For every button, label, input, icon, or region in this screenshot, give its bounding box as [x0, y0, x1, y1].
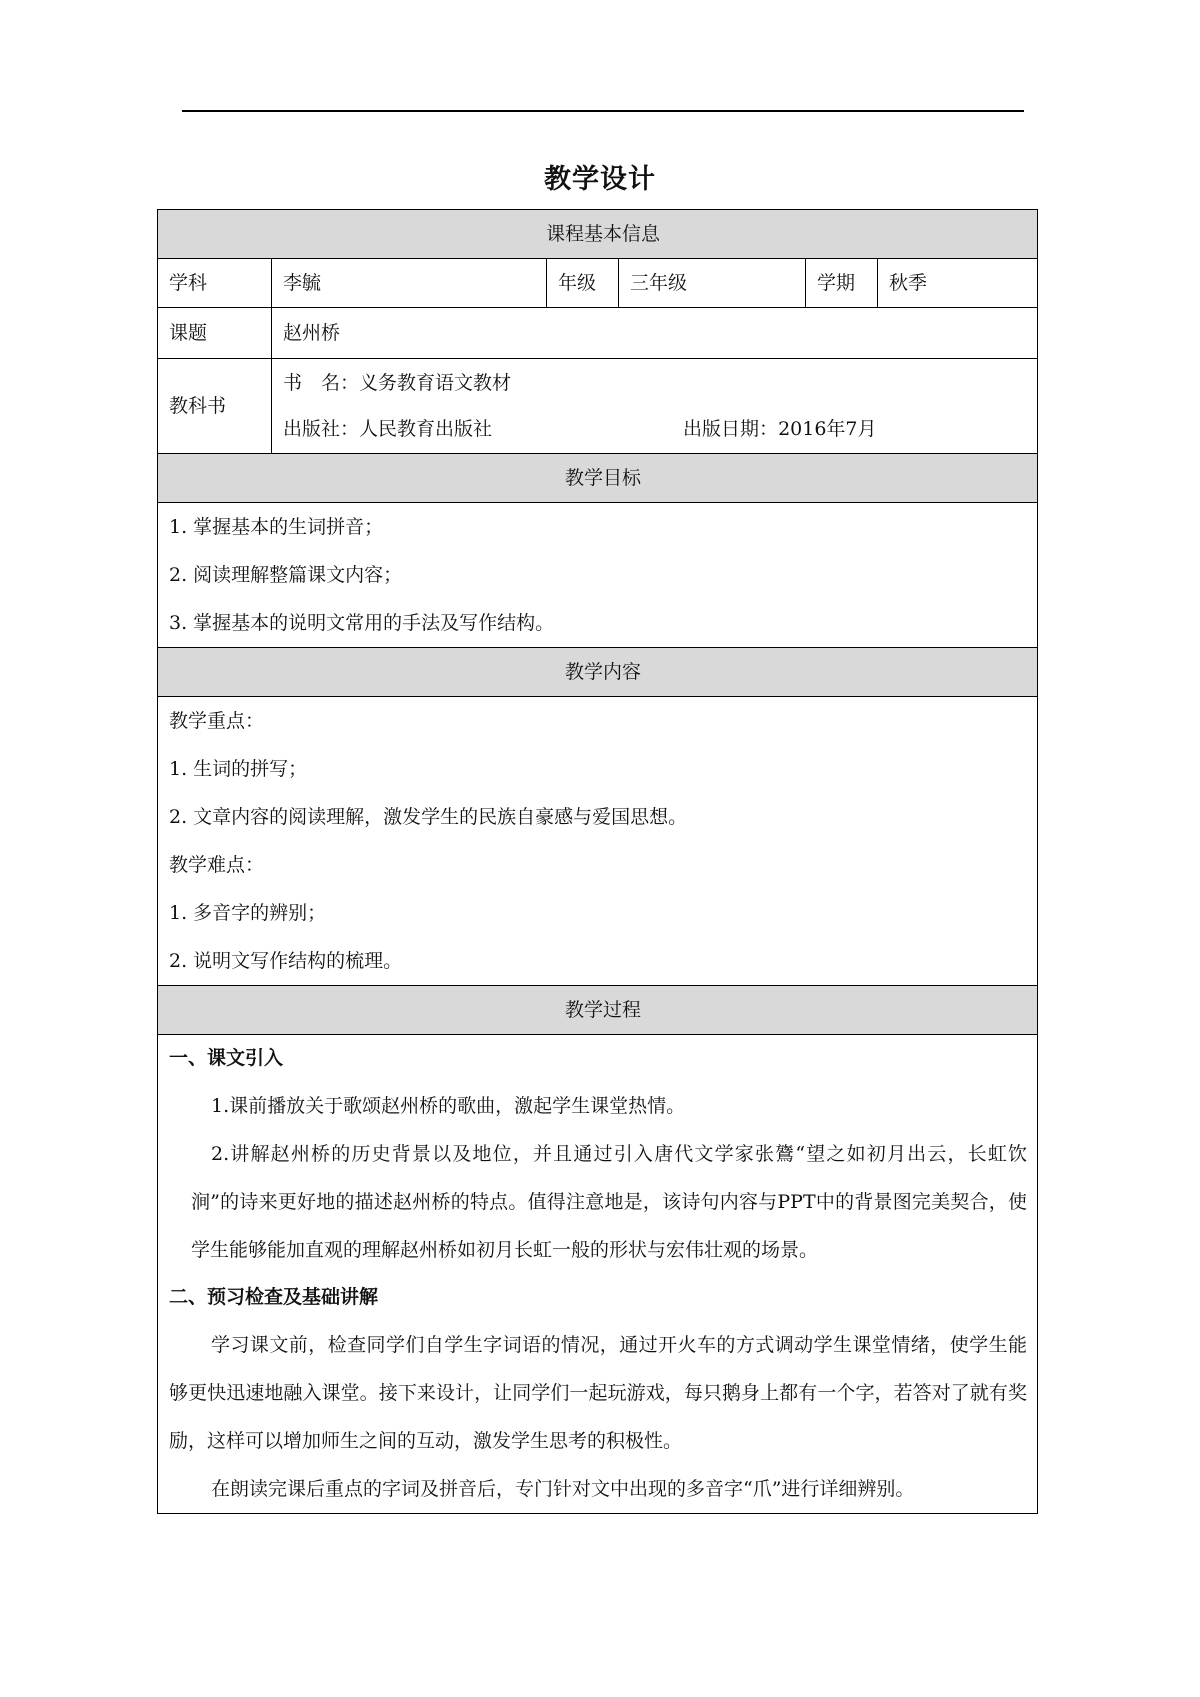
book-name-line [283, 360, 1037, 406]
pub-date-label: 出版日期： [683, 418, 779, 440]
section-objectives [158, 454, 1038, 503]
objectives-row [158, 503, 1038, 648]
grade-label: 年级 [547, 259, 619, 308]
publisher-value: 人民教育出版社 [359, 418, 493, 440]
info-row-topic [158, 308, 1038, 359]
info-row-subject [158, 259, 1038, 308]
topic-label: 课题 [158, 308, 272, 359]
lesson-plan-table [157, 209, 1038, 1514]
section-process-title: 教学过程 [158, 986, 1038, 1035]
grade-value: 三年级 [619, 259, 806, 308]
objective-item: 1. 掌握基本的生词拼音； [169, 516, 384, 538]
process-part1-title: 一、课文引入 [169, 1047, 284, 1069]
process-part1-paragraph: 1.课前播放关于歌颂赵州桥的歌曲，激起学生课堂热情。 [211, 1095, 686, 1117]
topic-value: 赵州桥 [272, 308, 1038, 359]
textbook-details [272, 359, 1038, 454]
difficult-point-item: 1. 多音字的辨别； [169, 902, 327, 924]
objectives-list [158, 503, 1038, 648]
section-objectives-title: 教学目标 [158, 454, 1038, 503]
key-point-item: 2. 文章内容的阅读理解，激发学生的民族自豪感与爱国思想。 [169, 806, 688, 828]
header-rule [182, 110, 1024, 112]
pub-date-value: 2016年7月 [778, 418, 877, 440]
process-part2-paragraph: 在朗读完课后重点的字词及拼音后，专门针对文中出现的多音字“爪”进行详细辨别。 [211, 1478, 915, 1500]
document-title: 教学设计 [544, 164, 656, 195]
section-basic-info-title: 课程基本信息 [158, 210, 1038, 259]
section-process [158, 986, 1038, 1035]
term-label: 学期 [806, 259, 878, 308]
publisher-label: 出版社： [283, 418, 360, 440]
objective-item: 3. 掌握基本的说明文常用的手法及写作结构。 [169, 612, 555, 634]
difficult-points-label: 教学难点： [169, 854, 265, 876]
difficult-point-item: 2. 说明文写作结构的梳理。 [169, 950, 403, 972]
subject-value: 李毓 [272, 259, 547, 308]
section-basic-info [158, 210, 1038, 259]
info-row-textbook [158, 359, 1038, 454]
key-point-item: 1. 生词的拼写； [169, 758, 308, 780]
section-content [158, 648, 1038, 697]
process-content [158, 1035, 1038, 1514]
term-value: 秋季 [878, 259, 1038, 308]
subject-label: 学科 [158, 259, 272, 308]
section-content-title: 教学内容 [158, 648, 1038, 697]
content-row [158, 697, 1038, 986]
process-part2-title: 二、预习检查及基础讲解 [169, 1286, 379, 1308]
content-list [158, 697, 1038, 986]
textbook-label: 教科书 [169, 395, 227, 417]
process-part2-paragraph: 学习课文前，检查同学们自学生字词语的情况，通过开火车的方式调动学生课堂情绪，使学生能够更快迅速地融入课堂。接下来设计，让同学们一起玩游戏，每只鹅身上都有一个字，若答对了就有奖励，这样可以增加师生之间的互动，激发学生思考的积极性。 [169, 1334, 1028, 1452]
publisher-line [283, 406, 1037, 452]
key-points-label: 教学重点： [169, 710, 265, 732]
book-name-label: 书 名： [283, 372, 360, 394]
objective-item: 2. 阅读理解整篇课文内容； [169, 564, 403, 586]
book-name-value: 义务教育语文教材 [359, 372, 512, 394]
process-part1-paragraph: 2.讲解赵州桥的历史背景以及地位，并且通过引入唐代文学家张鷟“望之如初月出云，长虹饮涧”的诗来更好地的描述赵州桥的特点。值得注意地是，该诗句内容与PPT中的背景图完美契合，使学生能够能加直观的理解赵州桥如初月长虹一般的形状与宏伟壮观的场景。 [191, 1143, 1028, 1261]
process-row [158, 1035, 1038, 1514]
